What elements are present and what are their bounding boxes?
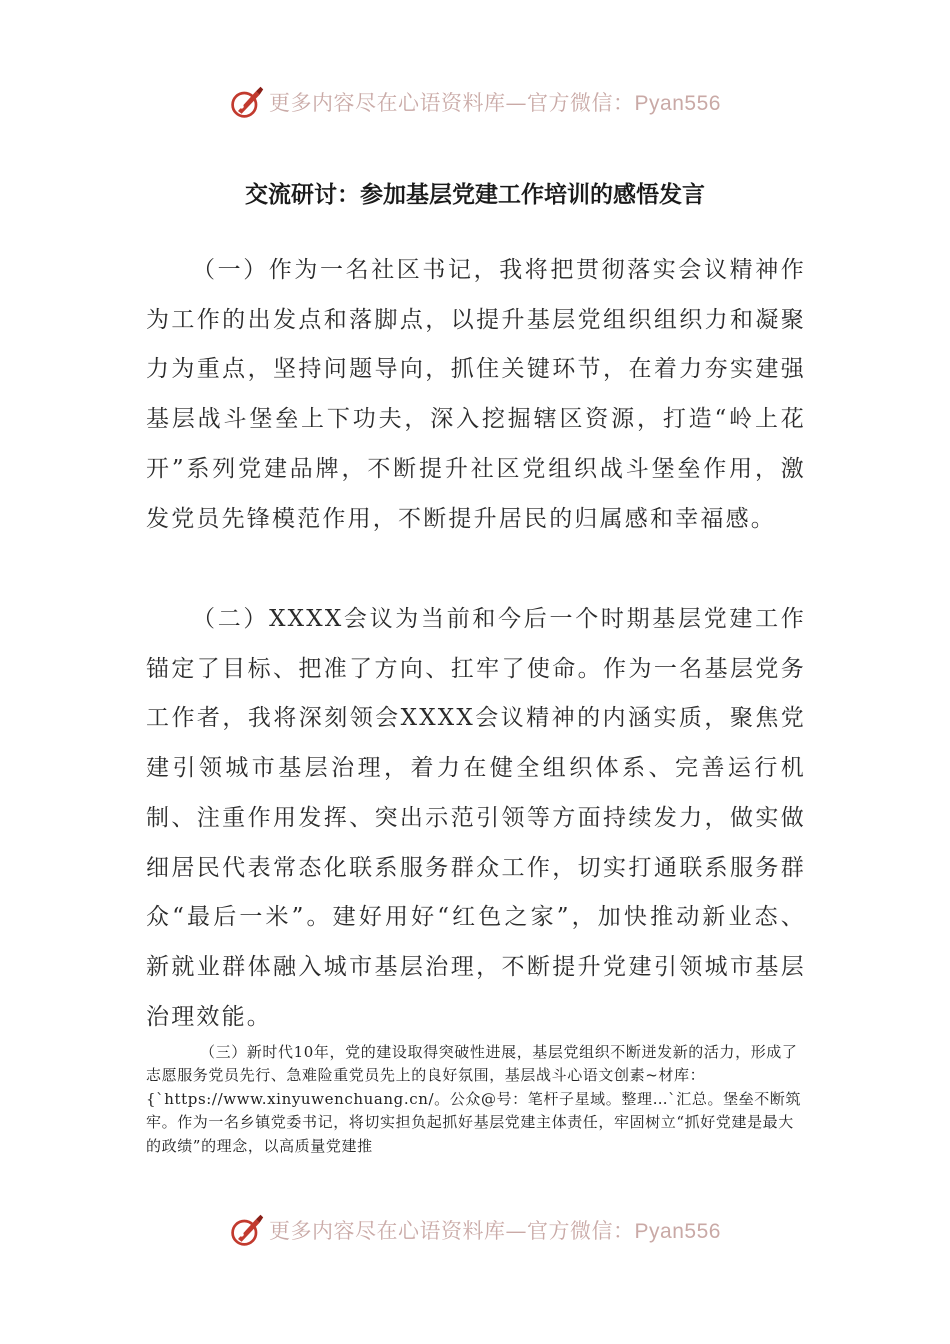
paragraph-1: （一）作为一名社区书记，我将把贯彻落实会议精神作为工作的出发点和落脚点，以提升基层党组织组织力和凝聚力为重点，坚持问题导向，抓住关键环节，在着力夯实建强基层战斗堡垒上下功夫，深入挖掘辖区资源，打造“岭上花开”系列党建品牌，不断提升社区党组织战斗堡垒作用，激发党员先锋模范作用，不断提升居民的归属感和幸福感。 bbox=[146, 257, 806, 532]
banner-wechat-id: Pyan556 bbox=[634, 92, 721, 115]
pen-logo-icon bbox=[229, 1212, 265, 1248]
banner-text: 更多内容尽在心语资料库—官方微信： bbox=[269, 91, 635, 115]
footer-banner bbox=[0, 1210, 950, 1250]
paragraph-3: （三）新时代10年，党的建设取得突破性进展，基层党组织不断迸发新的活力，形成了志愿服务党员先行、急难险重党员先上的良好氛围，基层战斗心语文创素~材库：{`https://www.xinyuwenchuang.cn/。公众@号：笔杆子星域。整理…`汇总。堡垒不断筑牢。作为一名乡镇党委书记，将切实担负起抓好基层党建主体责任，牢固树立“抓好党建是最大的政绩”的理念，以高质量党建推 bbox=[146, 1043, 802, 1155]
banner-wechat-id: Pyan556 bbox=[634, 1220, 721, 1243]
banner-text: 更多内容尽在心语资料库—官方微信： bbox=[269, 1219, 635, 1243]
document-title: 交流研讨：参加基层党建工作培训的感悟发言 bbox=[245, 182, 705, 208]
pen-logo-icon bbox=[229, 84, 265, 120]
paragraph-2: （二）XXXX会议为当前和今后一个时期基层党建工作锚定了目标、把准了方向、扛牢了使命。作为一名基层党务工作者，我将深刻领会XXXX会议精神的内涵实质，聚焦党建引领城市基层治理，着力在健全组织体系、完善运行机制、注重作用发挥、突出示范引领等方面持续发力，做实做细居民代表常态化联系服务群众工作，切实打通联系服务群众“最后一米”。建好用好“红色之家”，加快推动新业态、新就业群体融入城市基层治理，不断提升党建引领城市基层治理效能。 bbox=[146, 606, 806, 1030]
header-banner bbox=[0, 82, 950, 122]
